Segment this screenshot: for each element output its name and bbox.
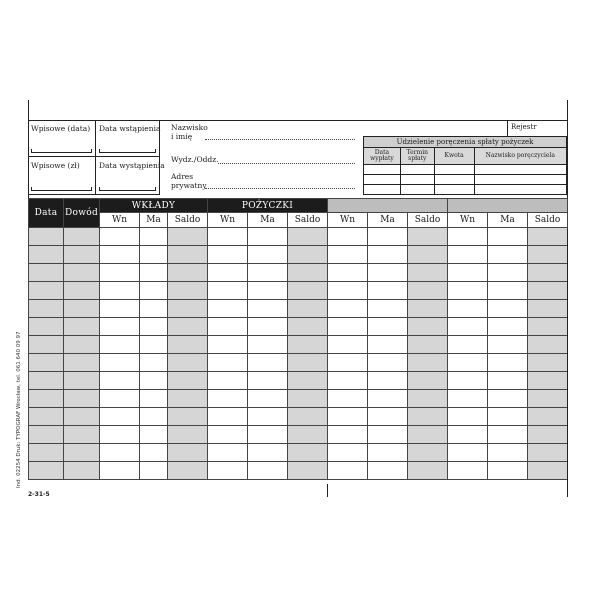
- ledger-cell[interactable]: [488, 336, 528, 354]
- ledger-cell[interactable]: [288, 390, 328, 408]
- ledger-cell[interactable]: [328, 318, 368, 336]
- ledger-cell[interactable]: [248, 282, 288, 300]
- frame-left-top-line: [28, 100, 29, 120]
- ledger-cell[interactable]: [248, 444, 288, 462]
- bracket-mark: [31, 187, 92, 191]
- ledger-cell[interactable]: [100, 462, 140, 480]
- ledger-cell[interactable]: [448, 462, 488, 480]
- ledger-cell[interactable]: [528, 444, 568, 462]
- frame-right-top-line: [567, 100, 568, 120]
- bracket-mark: [99, 149, 156, 153]
- ledger-cell[interactable]: [488, 354, 528, 372]
- ledger-cell[interactable]: [288, 372, 328, 390]
- ledger-cell[interactable]: [328, 264, 368, 282]
- guarantee-cell[interactable]: [364, 165, 401, 175]
- table-row: [29, 264, 568, 282]
- data-wystapienia-label: Data wystąpienia: [99, 161, 165, 170]
- ledger-cell[interactable]: [29, 300, 64, 318]
- ledger-cell[interactable]: [528, 246, 568, 264]
- col-header-wn: Wn: [328, 213, 368, 228]
- ledger-cell[interactable]: [368, 264, 408, 282]
- ledger-grid: [28, 198, 568, 480]
- adres-field[interactable]: [205, 188, 355, 189]
- ledger-cell[interactable]: [64, 444, 100, 462]
- ledger-cell[interactable]: [488, 300, 528, 318]
- ledger-cell[interactable]: [140, 462, 168, 480]
- wpisowe-data-label: Wpisowe (data): [31, 124, 91, 133]
- guarantee-cell[interactable]: [474, 185, 566, 195]
- ledger-cell[interactable]: [208, 426, 248, 444]
- ledger-cell[interactable]: [208, 228, 248, 246]
- ledger-cell[interactable]: [368, 390, 408, 408]
- guarantee-cell[interactable]: [400, 165, 434, 175]
- ledger-cell[interactable]: [208, 408, 248, 426]
- ledger-cell[interactable]: [140, 246, 168, 264]
- guarantee-table-title: Udzielenie poręczenia spłaty pożyczek: [364, 137, 567, 148]
- ledger-cell[interactable]: [168, 354, 208, 372]
- ledger-cell[interactable]: [168, 426, 208, 444]
- ledger-cell[interactable]: [248, 318, 288, 336]
- ledger-cell[interactable]: [100, 444, 140, 462]
- ledger-cell[interactable]: [140, 282, 168, 300]
- ledger-cell[interactable]: [328, 246, 368, 264]
- ledger-cell[interactable]: [408, 390, 448, 408]
- ledger-cell[interactable]: [328, 426, 368, 444]
- ledger-cell[interactable]: [328, 390, 368, 408]
- ledger-cell[interactable]: [168, 408, 208, 426]
- ledger-cell[interactable]: [168, 444, 208, 462]
- nazwisko-label-line1: Nazwisko: [171, 123, 208, 132]
- ledger-cell[interactable]: [248, 300, 288, 318]
- ledger-cell[interactable]: [168, 264, 208, 282]
- col-header-saldo: Saldo: [408, 213, 448, 228]
- ledger-cell[interactable]: [100, 282, 140, 300]
- ledger-cell[interactable]: [448, 426, 488, 444]
- guarantee-cell[interactable]: [434, 165, 474, 175]
- ledger-cell[interactable]: [100, 246, 140, 264]
- ledger-cell[interactable]: [288, 336, 328, 354]
- frame-right-lower-line: [567, 229, 568, 497]
- ledger-cell[interactable]: [488, 426, 528, 444]
- adres-label: [171, 173, 207, 190]
- table-row: [29, 426, 568, 444]
- ledger-cell[interactable]: [64, 264, 100, 282]
- ledger-cell[interactable]: [140, 228, 168, 246]
- bracket-mark: [99, 187, 156, 191]
- table-row: [29, 462, 568, 480]
- col-header-dowod: Dowód: [64, 199, 100, 228]
- ledger-cell[interactable]: [408, 354, 448, 372]
- nazwisko-label-line2: i imię: [171, 131, 193, 141]
- ledger-cell[interactable]: [488, 444, 528, 462]
- ledger-cell[interactable]: [29, 354, 64, 372]
- ledger-cell[interactable]: [288, 408, 328, 426]
- ledger-cell[interactable]: [448, 246, 488, 264]
- ledger-cell[interactable]: [408, 372, 448, 390]
- ledger-cell[interactable]: [488, 462, 528, 480]
- ledger-cell[interactable]: [448, 444, 488, 462]
- ledger-cell[interactable]: [248, 228, 288, 246]
- ledger-cell[interactable]: [488, 408, 528, 426]
- ledger-cell[interactable]: [29, 444, 64, 462]
- table-row: [29, 228, 568, 246]
- ledger-cell[interactable]: [448, 264, 488, 282]
- ledger-cell[interactable]: [448, 354, 488, 372]
- ledger-cell[interactable]: [208, 282, 248, 300]
- ledger-cell[interactable]: [408, 264, 448, 282]
- ledger-cell[interactable]: [288, 462, 328, 480]
- table-row: [29, 372, 568, 390]
- table-row: [29, 390, 568, 408]
- ledger-cell[interactable]: [328, 408, 368, 426]
- ledger-cell[interactable]: [528, 354, 568, 372]
- ledger-cell[interactable]: [408, 282, 448, 300]
- ledger-cell[interactable]: [528, 462, 568, 480]
- guarantee-cell[interactable]: [364, 185, 401, 195]
- ledger-cell[interactable]: [488, 372, 528, 390]
- ledger-cell[interactable]: [168, 318, 208, 336]
- ledger-cell[interactable]: [368, 372, 408, 390]
- table-row: [29, 444, 568, 462]
- ledger-cell[interactable]: [29, 372, 64, 390]
- ledger-cell[interactable]: [248, 246, 288, 264]
- ledger-cell[interactable]: [528, 408, 568, 426]
- ledger-cell[interactable]: [408, 462, 448, 480]
- ledger-cell[interactable]: [448, 390, 488, 408]
- ledger-cell[interactable]: [64, 300, 100, 318]
- ledger-cell[interactable]: [208, 336, 248, 354]
- frame-right-line: [567, 120, 568, 198]
- guarantee-col-nazwisko: Nazwisko poręczyciela: [474, 148, 566, 165]
- ledger-cell[interactable]: [29, 390, 64, 408]
- ledger-cell[interactable]: [248, 354, 288, 372]
- ledger-cell[interactable]: [368, 336, 408, 354]
- printer-info: Ind. 02254 Druk: TYPOGRAF Wrocław, tel. 061 640 09 97: [16, 331, 22, 488]
- ledger-cell[interactable]: [368, 426, 408, 444]
- ledger-cell[interactable]: [448, 336, 488, 354]
- ledger-cell[interactable]: [140, 336, 168, 354]
- ledger-cell[interactable]: [448, 318, 488, 336]
- wpisowe-zl-box[interactable]: [28, 157, 96, 195]
- ledger-cell[interactable]: [528, 228, 568, 246]
- col-header-saldo: Saldo: [528, 213, 568, 228]
- table-row: [29, 336, 568, 354]
- ledger-cell[interactable]: [288, 264, 328, 282]
- ledger-cell[interactable]: [140, 300, 168, 318]
- col-header-ma: Ma: [488, 213, 528, 228]
- ledger-cell[interactable]: [528, 300, 568, 318]
- table-row: [29, 300, 568, 318]
- adres-label-line2: prywatny: [171, 180, 207, 190]
- col-header-ma: Ma: [248, 213, 288, 228]
- ledger-cell[interactable]: [100, 264, 140, 282]
- ledger-cell[interactable]: [368, 228, 408, 246]
- ledger-cell[interactable]: [368, 444, 408, 462]
- table-row: [29, 408, 568, 426]
- nazwisko-label: [171, 124, 208, 141]
- ledger-cell[interactable]: [64, 426, 100, 444]
- ledger-cell[interactable]: [64, 228, 100, 246]
- ledger-cell[interactable]: [488, 246, 528, 264]
- ledger-cell[interactable]: [64, 390, 100, 408]
- ledger-cell[interactable]: [528, 282, 568, 300]
- ledger-cell[interactable]: [408, 228, 448, 246]
- ledger-cell[interactable]: [208, 444, 248, 462]
- ledger-cell[interactable]: [64, 408, 100, 426]
- ledger-cell[interactable]: [64, 246, 100, 264]
- ledger-cell[interactable]: [100, 300, 140, 318]
- ledger-cell[interactable]: [29, 228, 64, 246]
- ledger-cell[interactable]: [408, 426, 448, 444]
- ledger-cell[interactable]: [64, 372, 100, 390]
- ledger-cell[interactable]: [368, 354, 408, 372]
- ledger-cell[interactable]: [488, 318, 528, 336]
- ledger-cell[interactable]: [288, 246, 328, 264]
- ledger-cell[interactable]: [168, 300, 208, 318]
- ledger-cell[interactable]: [248, 408, 288, 426]
- ledger-cell[interactable]: [368, 462, 408, 480]
- guarantee-col2-line1: Termin: [406, 148, 429, 156]
- ledger-cell[interactable]: [288, 228, 328, 246]
- ledger-cell[interactable]: [368, 408, 408, 426]
- section-header-wklady: WKŁADY: [100, 199, 208, 213]
- ledger-cell[interactable]: [208, 462, 248, 480]
- ledger-cell[interactable]: [208, 354, 248, 372]
- ledger-cell[interactable]: [208, 300, 248, 318]
- table-row: [29, 282, 568, 300]
- ledger-cell[interactable]: [288, 426, 328, 444]
- nazwisko-field[interactable]: [205, 139, 355, 140]
- ledger-cell[interactable]: [248, 390, 288, 408]
- table-row: [29, 318, 568, 336]
- col-header-wn: Wn: [100, 213, 140, 228]
- ledger-cell[interactable]: [528, 372, 568, 390]
- guarantee-col1-line1: Data: [374, 148, 390, 156]
- ledger-cell[interactable]: [29, 318, 64, 336]
- ledger-cell[interactable]: [168, 228, 208, 246]
- data-wystapienia-box[interactable]: [96, 157, 165, 195]
- ledger-cell[interactable]: [100, 426, 140, 444]
- rejestr-label: Rejestr: [507, 120, 567, 136]
- ledger-cell[interactable]: [29, 336, 64, 354]
- wydz-field[interactable]: [218, 163, 355, 164]
- ledger-cell[interactable]: [488, 390, 528, 408]
- wpisowe-data-box[interactable]: [28, 120, 96, 157]
- ledger-cell[interactable]: [100, 390, 140, 408]
- guarantee-cell[interactable]: [400, 185, 434, 195]
- col-header-saldo: Saldo: [168, 213, 208, 228]
- ledger-cell[interactable]: [168, 372, 208, 390]
- ledger-cell[interactable]: [140, 390, 168, 408]
- ledger-cell[interactable]: [208, 246, 248, 264]
- ledger-cell[interactable]: [288, 444, 328, 462]
- ledger-cell[interactable]: [208, 318, 248, 336]
- section-header-blank-1: [328, 199, 448, 213]
- guarantee-cell[interactable]: [474, 175, 566, 185]
- ledger-cell[interactable]: [140, 354, 168, 372]
- ledger-cell[interactable]: [248, 264, 288, 282]
- ledger-cell[interactable]: [29, 282, 64, 300]
- ledger-cell[interactable]: [328, 354, 368, 372]
- table-row: [29, 246, 568, 264]
- ledger-cell[interactable]: [29, 462, 64, 480]
- col-header-saldo: Saldo: [288, 213, 328, 228]
- ledger-cell[interactable]: [29, 426, 64, 444]
- wpisowe-zl-label: Wpisowe (zł): [31, 161, 80, 170]
- ledger-cell[interactable]: [448, 228, 488, 246]
- ledger-cell[interactable]: [64, 354, 100, 372]
- ledger-cell[interactable]: [100, 228, 140, 246]
- ledger-cell[interactable]: [100, 354, 140, 372]
- ledger-cell[interactable]: [288, 354, 328, 372]
- ledger-cell[interactable]: [140, 426, 168, 444]
- ledger-cell[interactable]: [168, 282, 208, 300]
- ledger-cell[interactable]: [140, 408, 168, 426]
- ledger-cell[interactable]: [248, 372, 288, 390]
- ledger-cell[interactable]: [29, 408, 64, 426]
- ledger-cell[interactable]: [328, 462, 368, 480]
- data-wstapienia-box[interactable]: [96, 120, 160, 157]
- ledger-cell[interactable]: [408, 318, 448, 336]
- ledger-cell[interactable]: [328, 228, 368, 246]
- data-wstapienia-label: Data wstąpienia: [99, 124, 161, 133]
- ledger-cell[interactable]: [488, 228, 528, 246]
- ledger-cell[interactable]: [100, 318, 140, 336]
- guarantee-cell[interactable]: [434, 175, 474, 185]
- ledger-cell[interactable]: [328, 300, 368, 318]
- ledger-cell[interactable]: [140, 372, 168, 390]
- form-code: 2-31-5: [28, 491, 50, 498]
- guarantee-col2-line2: spłaty: [408, 155, 427, 162]
- bracket-mark: [31, 149, 92, 153]
- ledger-cell[interactable]: [29, 264, 64, 282]
- ledger-cell[interactable]: [448, 300, 488, 318]
- ledger-cell[interactable]: [408, 408, 448, 426]
- ledger-cell[interactable]: [64, 318, 100, 336]
- guarantee-col1-line2: wypłaty: [370, 155, 394, 162]
- ledger-cell[interactable]: [29, 246, 64, 264]
- col-header-data: Data: [29, 199, 64, 228]
- ledger-cell[interactable]: [328, 372, 368, 390]
- ledger-cell[interactable]: [408, 444, 448, 462]
- ledger-cell[interactable]: [64, 282, 100, 300]
- col-header-ma: Ma: [140, 213, 168, 228]
- guarantee-col-kwota: Kwota: [434, 148, 474, 165]
- ledger-cell[interactable]: [328, 444, 368, 462]
- ledger-cell[interactable]: [288, 282, 328, 300]
- guarantee-col-termin-splaty: [400, 148, 434, 165]
- col-header-wn: Wn: [208, 213, 248, 228]
- ledger-cell[interactable]: [448, 408, 488, 426]
- ledger-cell[interactable]: [248, 462, 288, 480]
- table-row: [29, 354, 568, 372]
- ledger-cell[interactable]: [408, 336, 448, 354]
- section-header-blank-2: [448, 199, 568, 213]
- ledger-cell[interactable]: [448, 372, 488, 390]
- ledger-cell[interactable]: [140, 444, 168, 462]
- col-header-wn: Wn: [448, 213, 488, 228]
- ledger-cell[interactable]: [448, 282, 488, 300]
- section-header-pozyczki: POŻYCZKI: [208, 199, 328, 213]
- ledger-cell[interactable]: [140, 318, 168, 336]
- ledger-cell[interactable]: [248, 426, 288, 444]
- ledger-cell[interactable]: [408, 246, 448, 264]
- wydz-label: Wydz./Oddz.: [171, 155, 219, 164]
- ledger-cell[interactable]: [140, 264, 168, 282]
- guarantee-table: [363, 136, 567, 195]
- ledger-cell[interactable]: [64, 462, 100, 480]
- ledger-cell[interactable]: [248, 336, 288, 354]
- ledger-cell[interactable]: [208, 372, 248, 390]
- ledger-cell[interactable]: [528, 336, 568, 354]
- ledger-cell[interactable]: [168, 390, 208, 408]
- ledger-cell[interactable]: [528, 264, 568, 282]
- ledger-cell[interactable]: [368, 282, 408, 300]
- guarantee-cell[interactable]: [474, 165, 566, 175]
- ledger-cell[interactable]: [208, 390, 248, 408]
- ledger-cell[interactable]: [168, 336, 208, 354]
- ledger-cell[interactable]: [64, 336, 100, 354]
- ledger-cell[interactable]: [488, 264, 528, 282]
- ledger-cell[interactable]: [100, 372, 140, 390]
- ledger-cell[interactable]: [288, 300, 328, 318]
- ledger-cell[interactable]: [408, 300, 448, 318]
- ledger-cell[interactable]: [528, 318, 568, 336]
- col-header-ma: Ma: [368, 213, 408, 228]
- ledger-cell[interactable]: [368, 300, 408, 318]
- guarantee-col-data-wyplaty: [364, 148, 401, 165]
- guarantee-cell[interactable]: [400, 175, 434, 185]
- frame-mid-lower-line: [327, 484, 328, 497]
- ledger-cell[interactable]: [368, 246, 408, 264]
- guarantee-cell[interactable]: [434, 185, 474, 195]
- ledger-cell[interactable]: [208, 264, 248, 282]
- ledger-cell[interactable]: [488, 282, 528, 300]
- ledger-cell[interactable]: [528, 426, 568, 444]
- ledger-cell[interactable]: [368, 318, 408, 336]
- ledger-cell[interactable]: [100, 336, 140, 354]
- ledger-cell[interactable]: [528, 390, 568, 408]
- ledger-cell[interactable]: [168, 246, 208, 264]
- ledger-cell[interactable]: [288, 318, 328, 336]
- guarantee-cell[interactable]: [364, 175, 401, 185]
- ledger-cell[interactable]: [168, 462, 208, 480]
- ledger-cell[interactable]: [328, 336, 368, 354]
- ledger-cell[interactable]: [100, 408, 140, 426]
- ledger-cell[interactable]: [328, 282, 368, 300]
- adres-label-line1: Adres: [171, 172, 194, 181]
